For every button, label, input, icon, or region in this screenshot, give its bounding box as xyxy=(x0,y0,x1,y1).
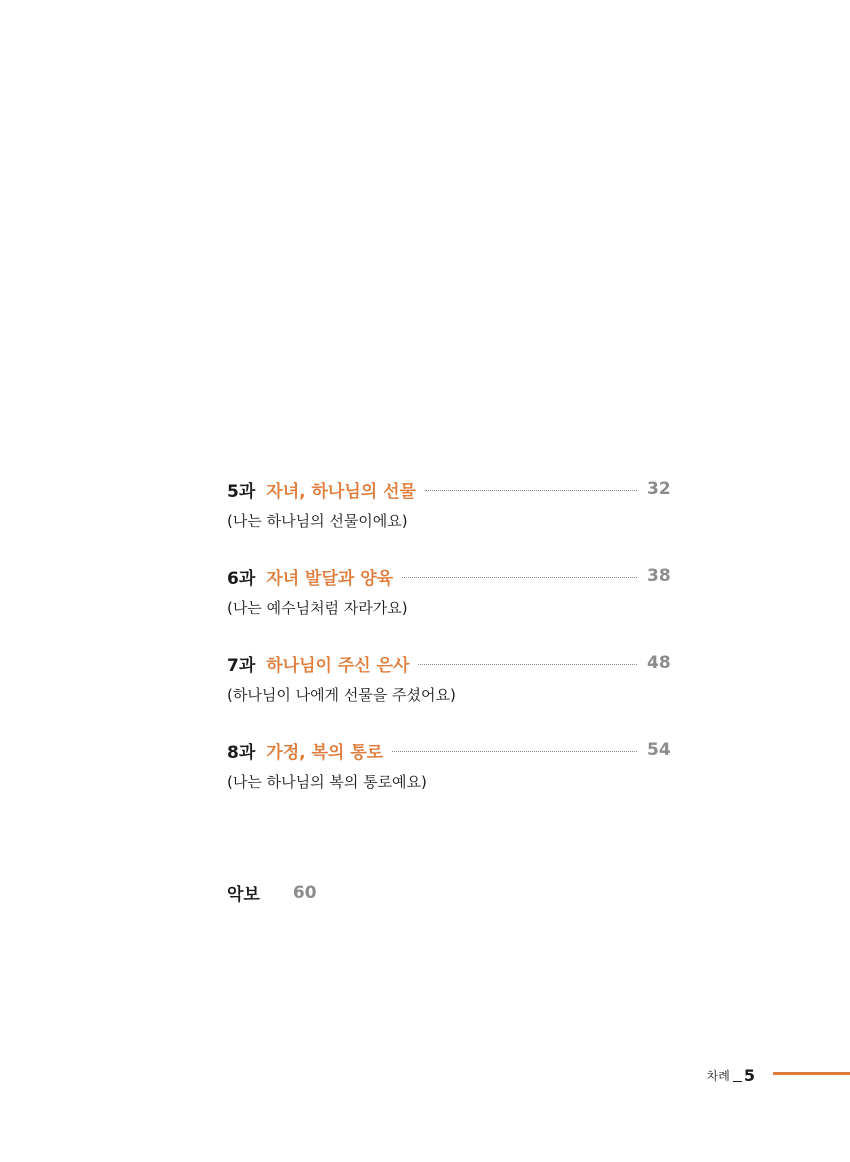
footer-separator xyxy=(733,1081,742,1082)
lesson-title: 하나님이 주신 은사 xyxy=(266,655,410,676)
dot-leader xyxy=(392,751,637,752)
lesson-title: 자녀, 하나님의 선물 xyxy=(266,481,416,502)
toc-entry-lesson-7[interactable] xyxy=(227,650,669,737)
footer-accent-bar xyxy=(773,1072,850,1075)
dot-leader xyxy=(425,490,637,491)
footer-section-label: 차례 xyxy=(706,1069,730,1083)
lesson-number: 5과 xyxy=(227,481,256,502)
footer-page-number: 5 xyxy=(743,1066,755,1085)
toc-entry-heading xyxy=(227,476,669,502)
dot-leader xyxy=(402,577,637,578)
toc-entry-heading xyxy=(227,563,669,589)
toc-entry-heading xyxy=(227,737,669,763)
lesson-subtitle: (나는 하나님의 복의 통로예요) xyxy=(227,773,427,791)
toc-entry-lesson-5[interactable] xyxy=(227,476,669,563)
appendix-page-number: 60 xyxy=(292,882,317,903)
toc-entry-heading xyxy=(227,650,669,676)
page-footer xyxy=(707,1066,850,1085)
lesson-subtitle: (하나님이 나에게 선물을 주셨어요) xyxy=(227,686,456,704)
toc-entry-lesson-6[interactable] xyxy=(227,563,669,650)
lesson-number: 6과 xyxy=(227,568,256,589)
lesson-title: 가정, 복의 통로 xyxy=(266,742,384,763)
toc-entry-sheet-music[interactable] xyxy=(227,880,317,905)
table-of-contents xyxy=(227,476,669,824)
toc-entry-lesson-8[interactable] xyxy=(227,737,669,824)
lesson-title: 자녀 발달과 양육 xyxy=(266,568,394,589)
appendix-label: 악보 xyxy=(227,885,260,905)
page-number: 48 xyxy=(647,653,671,673)
lesson-number: 7과 xyxy=(227,655,256,676)
page-number: 38 xyxy=(647,566,671,586)
lesson-number: 8과 xyxy=(227,742,256,763)
dot-leader xyxy=(418,664,637,665)
lesson-subtitle: (나는 예수님처럼 자라가요) xyxy=(227,599,408,617)
page-number: 54 xyxy=(647,740,671,760)
lesson-subtitle: (나는 하나님의 선물이에요) xyxy=(227,512,408,530)
page-number: 32 xyxy=(647,479,671,499)
